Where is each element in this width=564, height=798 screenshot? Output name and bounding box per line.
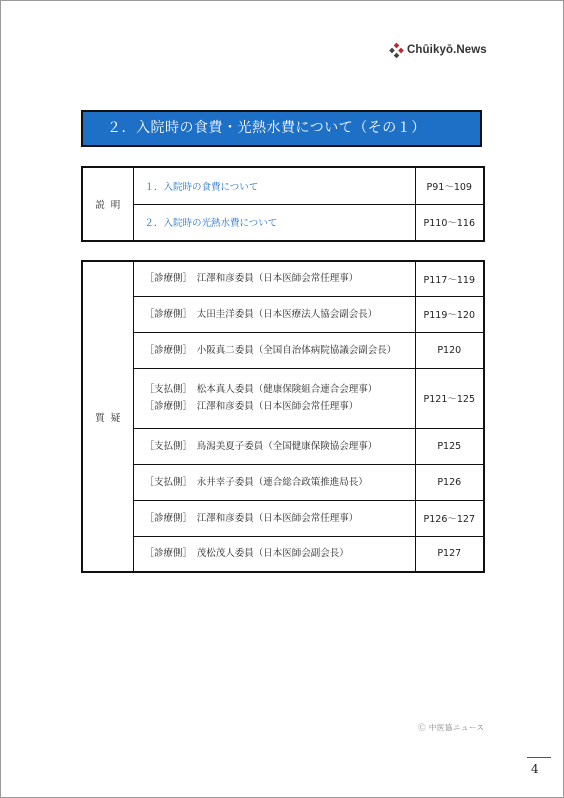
explanation-table bbox=[81, 166, 485, 242]
page-number: 4 bbox=[531, 762, 539, 776]
qa-table bbox=[81, 260, 485, 573]
table-row bbox=[82, 261, 484, 296]
speaker-entry-group bbox=[133, 368, 415, 428]
table-row bbox=[82, 536, 484, 572]
speaker-entry: ［診療側］ 太田圭洋委員（日本医療法人協会副会長） bbox=[133, 296, 415, 332]
table-row bbox=[82, 332, 484, 368]
explanation-item[interactable]: ２．入院時の光熱水費について bbox=[133, 204, 415, 241]
speaker-entry: ［支払側］ 永井幸子委員（連合総合政策推進局長） bbox=[133, 464, 415, 500]
qa-label: 質疑 bbox=[82, 261, 133, 572]
page-range: P126 bbox=[415, 464, 484, 500]
table-row bbox=[82, 428, 484, 464]
table-row bbox=[82, 500, 484, 536]
page-range: P121～125 bbox=[415, 368, 484, 428]
table-row bbox=[82, 368, 484, 428]
table-row bbox=[82, 296, 484, 332]
explanation-item[interactable]: １．入院時の食費について bbox=[133, 167, 415, 204]
explanation-label: 説明 bbox=[82, 167, 133, 241]
speaker-entry: ［支払側］ 鳥潟美夏子委員（全国健康保険協会理事） bbox=[133, 428, 415, 464]
page-range: P117～119 bbox=[415, 261, 484, 296]
logo-text: Chūikyō.News bbox=[407, 44, 487, 56]
table-row bbox=[82, 464, 484, 500]
speaker-entry: ［診療側］ 茂松茂人委員（日本医師会副会長） bbox=[133, 536, 415, 572]
speaker-entry: ［診療側］ 江澤和彦委員（日本医師会常任理事） bbox=[133, 261, 415, 296]
page-range: P120 bbox=[415, 332, 484, 368]
divider bbox=[527, 757, 551, 758]
table-row bbox=[82, 204, 484, 241]
table-row bbox=[82, 167, 484, 204]
page-range: P91～109 bbox=[415, 167, 484, 204]
copyright-notice: Ⓒ 中医協ニュース bbox=[418, 723, 485, 732]
page-range: P127 bbox=[415, 536, 484, 572]
page-range: P119～120 bbox=[415, 296, 484, 332]
speaker-entry: ［診療側］ 江澤和彦委員（日本医師会常任理事） bbox=[133, 500, 415, 536]
page-range: P126～127 bbox=[415, 500, 484, 536]
diamond-cluster-icon bbox=[389, 43, 404, 58]
page-range: P125 bbox=[415, 428, 484, 464]
speaker-entry: ［支払側］ 松本真人委員（健康保険組合連合会理事） bbox=[144, 384, 378, 395]
speaker-entry: ［診療側］ 小阪真二委員（全国自治体病院協議会副会長） bbox=[133, 332, 415, 368]
section-title: ２．入院時の食費・光熱水費について（その１） bbox=[81, 110, 482, 147]
logo bbox=[389, 42, 487, 58]
page-range: P110～116 bbox=[415, 204, 484, 241]
speaker-entry: ［診療側］ 江澤和彦委員（日本医師会常任理事） bbox=[144, 401, 359, 412]
